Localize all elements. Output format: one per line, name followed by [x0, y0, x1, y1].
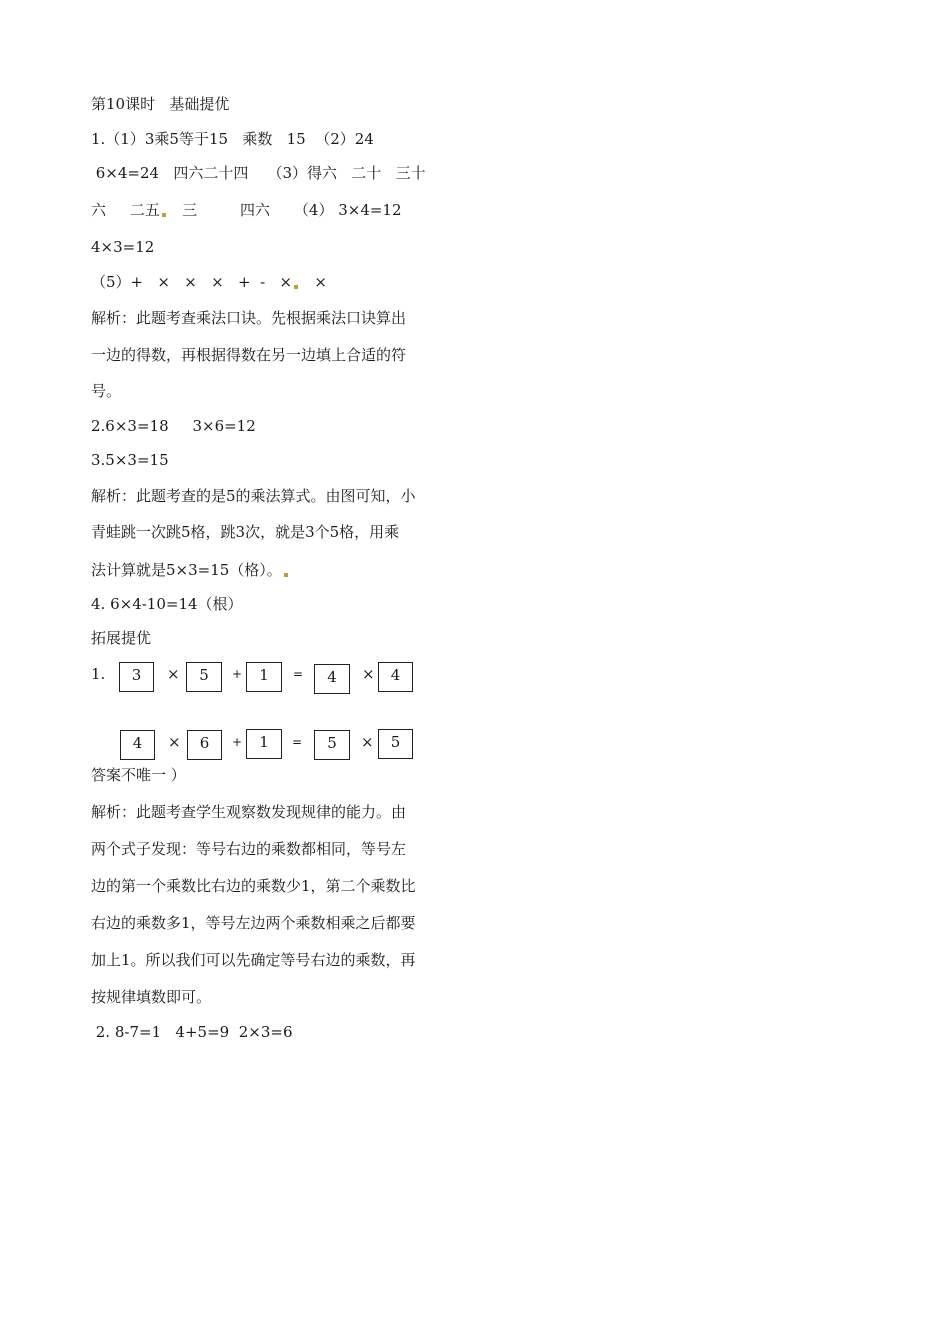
answer-not-unique-note: 答案不唯一 ） — [91, 766, 186, 784]
ext-analysis-5: 加上1。所以我们可以先确定等号右边的乘数，再 — [91, 951, 416, 969]
extension-heading: 拓展提优 — [91, 629, 152, 647]
eq2-equals: = — [292, 735, 303, 749]
q1-line-3a: 六 二五 — [91, 201, 160, 219]
q1-line-3 — [91, 200, 402, 220]
eq1-times-1: × — [167, 665, 180, 683]
ext-q2-answer: 2. 8-7=1 4+5=9 2×3=6 — [91, 1023, 293, 1041]
ext-q1-number: 1. — [91, 665, 106, 683]
eq2-box-b: 6 — [187, 730, 222, 760]
ext-analysis-2: 两个式子发现：等号右边的乘数都相同，等号左 — [91, 840, 407, 858]
q4-answer: 4. 6×4-10=14（根） — [91, 595, 243, 613]
q1-analysis-2a: 一边的得数，再根据得数在另一边填上合 — [91, 346, 362, 364]
q1-line-5 — [91, 272, 327, 292]
q1-line-2: 6×4=24 四六二十四 （3）得六 二十 三十 — [91, 164, 426, 182]
q1-line-4: 4×3=12 — [91, 238, 155, 256]
q1-analysis-2 — [91, 345, 406, 365]
eq2-box-a: 4 — [120, 730, 155, 760]
page-title: 第10课时 基础提优 — [91, 95, 230, 113]
eq1-box-e: 4 — [378, 662, 413, 692]
eq2-box-d: 5 — [314, 730, 350, 760]
ext-analysis-6: 按规律填数即可。 — [91, 988, 212, 1006]
q3-analysis-3 — [91, 560, 290, 580]
q3-analysis-2: 青蛙跳一次跳5格，跳3次，就是3个5格，用乘 — [91, 523, 400, 541]
eq1-plus: + — [232, 667, 243, 681]
q1-line-1: 1.（1）3乘5等于15 乘数 15 （2）24 — [91, 130, 374, 148]
eq2-box-e: 5 — [378, 729, 413, 759]
q2-answer: 2.6×3=18 3×6=12 — [91, 417, 256, 435]
q1-analysis-3: 号。 — [91, 382, 122, 400]
mark-dot — [162, 213, 166, 217]
eq2-box-c: 1 — [246, 729, 282, 759]
eq1-times-2: × — [362, 665, 375, 683]
q1-line-3b: 三 四六 （4） 3×4=12 — [167, 201, 402, 219]
ext-analysis-3: 边的第一个乘数比右边的乘数少1，第二个乘数比 — [91, 877, 416, 895]
q3-answer: 3.5×3=15 — [91, 451, 169, 469]
q1-line-5a: （5）+ × × × + - × — [91, 273, 293, 291]
eq1-box-c: 1 — [246, 662, 282, 692]
q3-analysis-1: 解析：此题考查的是5的乘法算式。由图可知，小 — [91, 487, 416, 505]
mark-dot — [294, 285, 298, 289]
eq2-plus: + — [232, 735, 243, 749]
eq1-equals: = — [293, 667, 304, 681]
eq2-times-2: × — [361, 733, 374, 751]
eq1-box-d: 4 — [314, 664, 350, 694]
q3-analysis-3-text: 法计算就是5×3=15（格）。 — [91, 561, 282, 579]
q1-analysis-2b: 适的符 — [361, 346, 407, 364]
eq1-box-a: 3 — [119, 662, 154, 692]
ext-analysis-1: 解析：此题考查学生观察数发现规律的能力。由 — [91, 803, 407, 821]
ext-analysis-4: 右边的乘数多1，等号左边两个乘数相乘之后都要 — [91, 914, 416, 932]
eq2-times-1: × — [168, 733, 181, 751]
mark-dot — [284, 573, 288, 577]
q1-line-5b: × — [300, 273, 327, 291]
eq1-box-b: 5 — [186, 662, 222, 692]
q1-analysis-1: 解析：此题考查乘法口诀。先根据乘法口诀算出 — [91, 309, 407, 327]
